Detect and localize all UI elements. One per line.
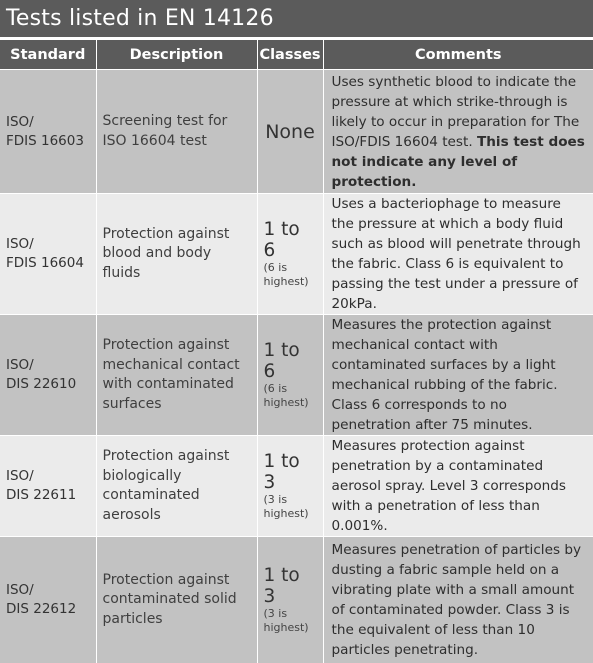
- comments-cell: Uses a bacteriophage to measure the pressure at which a body fluid such as blood will penetrate through the fabric. Class 6 is equivalent to passing the test under a pressure of 20kPa.: [323, 194, 593, 315]
- header-comments: Comments: [323, 40, 593, 70]
- table-row: [0, 194, 593, 315]
- description-cell: Screening test for ISO 16604 test: [96, 70, 257, 194]
- description-cell: Protection against mechanical contact with contaminated surfaces: [96, 315, 257, 436]
- classes-cell: 1 to 3 (3 is highest): [257, 436, 323, 537]
- classes-cell: 1 to 3 (3 is highest): [257, 537, 323, 663]
- comments-cell: Measures protection against penetration by a contaminated aerosol spray. Level 3 corresponds with a penetration of less than 0.001%.: [323, 436, 593, 537]
- standard-cell: ISO/ DIS 22612: [0, 537, 96, 663]
- header-description: Description: [96, 40, 257, 70]
- comments-cell: Measures the protection against mechanical contact with contaminated surfaces by a light mechanical rubbing of the fabric. Class 6 corresponds to no penetration after 75 minutes.: [323, 315, 593, 436]
- tests-table: [0, 40, 593, 663]
- page-title: Tests listed in EN 14126: [0, 0, 593, 37]
- header-standard: Standard: [0, 40, 96, 70]
- table-header-row: [0, 40, 593, 70]
- standard-cell: ISO/ FDIS 16604: [0, 194, 96, 315]
- header-classes: Classes: [257, 40, 323, 70]
- description-cell: Protection against blood and body fluids: [96, 194, 257, 315]
- description-cell: Protection against biologically contaminated aerosols: [96, 436, 257, 537]
- table-row: [0, 537, 593, 663]
- description-cell: Protection against contaminated solid particles: [96, 537, 257, 663]
- standard-cell: ISO/ DIS 22611: [0, 436, 96, 537]
- classes-cell: 1 to 6 (6 is highest): [257, 194, 323, 315]
- standard-cell: ISO/ FDIS 16603: [0, 70, 96, 194]
- comments-cell: Measures penetration of particles by dusting a fabric sample held on a vibrating plate with a small amount of contaminated powder. Class 3 is the equivalent of less than 10 particles penetrating.: [323, 537, 593, 663]
- table-row: [0, 70, 593, 194]
- standard-cell: ISO/ DIS 22610: [0, 315, 96, 436]
- comments-cell: Uses synthetic blood to indicate the pressure at which strike-through is likely to occur in preparation for The ISO/FDIS 16604 test. This test does not indicate any level of protection.: [323, 70, 593, 194]
- table-row: [0, 436, 593, 537]
- classes-cell: 1 to 6 (6 is highest): [257, 315, 323, 436]
- classes-cell: None: [257, 70, 323, 194]
- table-row: [0, 315, 593, 436]
